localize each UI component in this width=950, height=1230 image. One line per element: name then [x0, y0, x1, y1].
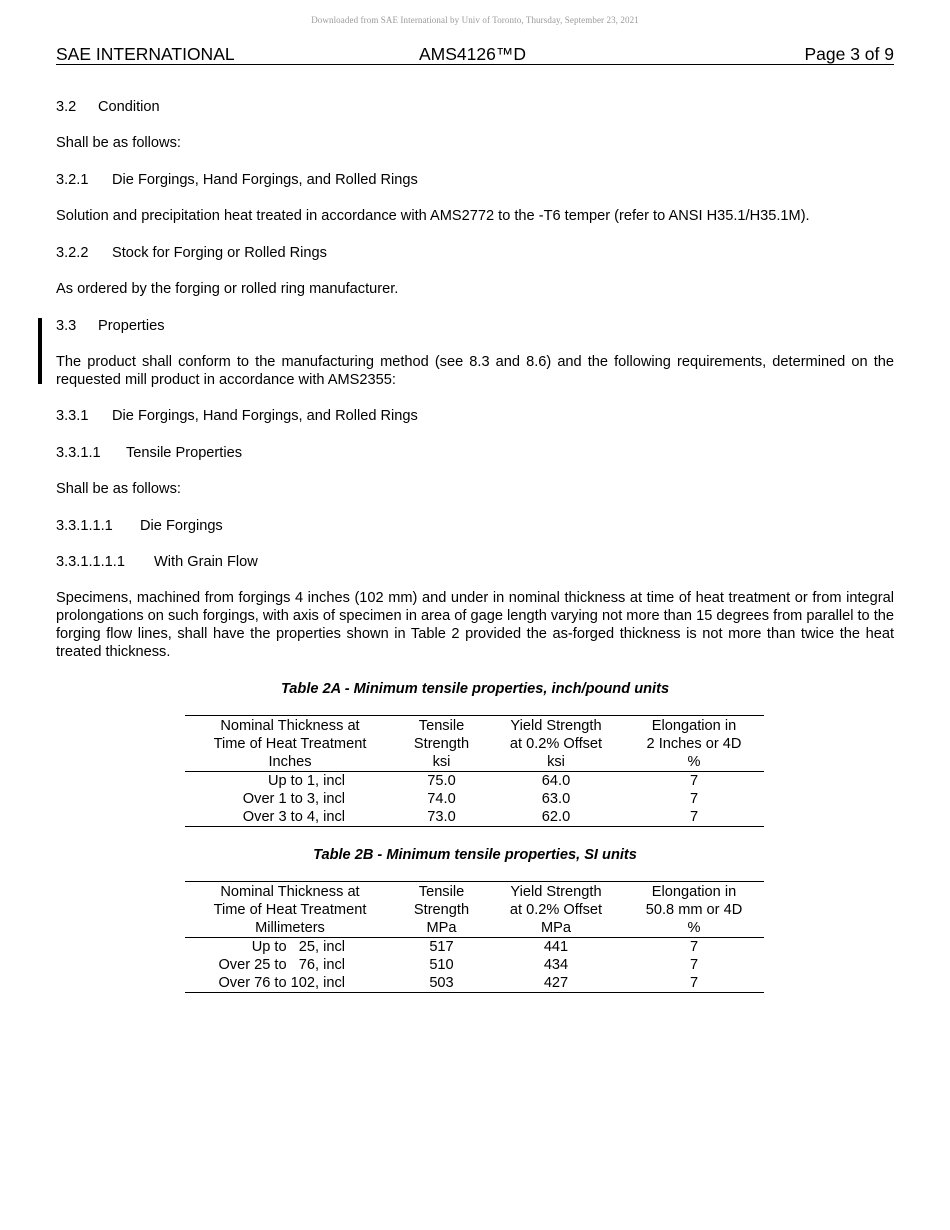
- table-row: [185, 808, 764, 827]
- column-header-elongation: [624, 716, 764, 772]
- table-cell: 7: [689, 957, 699, 973]
- table-2a: [185, 715, 764, 827]
- table-cell: 7: [689, 809, 699, 825]
- section-number: 3.3: [56, 318, 77, 334]
- header-line: Millimeters: [255, 920, 325, 936]
- table-cell: 441: [543, 939, 569, 955]
- table-cell: 62.0: [541, 809, 571, 825]
- header-line: Time of Heat Treatment: [213, 902, 367, 918]
- table-cell: 434: [543, 957, 569, 973]
- header-line: Yield Strength: [510, 884, 602, 900]
- table-2b-caption: Table 2B - Minimum tensile properties, SI units: [313, 847, 637, 863]
- section-title: Tensile Properties: [126, 445, 242, 461]
- section-number: 3.3.1.1.1.1: [56, 554, 125, 570]
- header-line: Nominal Thickness at: [220, 884, 360, 900]
- table-cell: Up to 25, incl: [251, 939, 345, 955]
- header-line: Yield Strength: [510, 718, 602, 734]
- table-cell: Over 76 to 102, incl: [218, 975, 345, 991]
- table-cell: 73.0: [427, 809, 456, 825]
- header-line: MPa: [540, 920, 571, 936]
- section-number: 3.3.1: [56, 408, 89, 424]
- table-cell: 7: [689, 939, 699, 955]
- table-row: [185, 790, 764, 808]
- table-cell: Over 1 to 3, incl: [242, 791, 345, 807]
- table-cell: 7: [689, 975, 699, 991]
- download-watermark: Downloaded from SAE International by Univ of Toronto, Thursday, September 23, 2021: [311, 15, 639, 25]
- column-header-elongation: [624, 882, 764, 938]
- table-row: [185, 938, 764, 957]
- heading-3-3-1-1-1: [56, 517, 894, 535]
- table-cell: 7: [689, 773, 699, 789]
- header-line: MPa: [426, 920, 457, 936]
- section-number: 3.3.1.1.1: [56, 518, 113, 534]
- header-line: Tensile: [418, 718, 465, 734]
- column-header-yield: [488, 882, 624, 938]
- revision-change-bar: [38, 318, 42, 384]
- paragraph-3-3: The product shall conform to the manufacturing method (see 8.3 and 8.6) and the following requirements, determined on the requested mill product in accordance with AMS2355:: [56, 354, 894, 388]
- header-line: at 0.2% Offset: [509, 736, 603, 752]
- table-cell: 510: [429, 957, 454, 973]
- table-cell: 517: [429, 939, 454, 955]
- header-line: 50.8 mm or 4D: [645, 902, 743, 918]
- section-number: 3.3.1.1: [56, 445, 101, 461]
- header-doc-id: AMS4126™D: [419, 44, 526, 64]
- column-header-tensile: [395, 882, 488, 938]
- header-org: SAE INTERNATIONAL: [56, 44, 235, 64]
- table-cell: Up to 1, incl: [267, 773, 345, 789]
- table-cell: Over 25 to 76, incl: [218, 957, 345, 973]
- column-header-yield: [488, 716, 624, 772]
- table-row: [185, 956, 764, 974]
- table-2b: [185, 881, 764, 993]
- heading-3-3-1: [56, 407, 894, 425]
- table-cell: 503: [429, 975, 454, 991]
- table-row: [185, 974, 764, 993]
- header-page-number: Page 3 of 9: [804, 44, 894, 64]
- table-header-row: [185, 882, 764, 938]
- header-line: Strength: [413, 902, 470, 918]
- section-title: Properties: [98, 318, 165, 334]
- header-line: at 0.2% Offset: [509, 902, 603, 918]
- header-line: Strength: [413, 736, 470, 752]
- paragraph-3-2-2: As ordered by the forging or rolled ring manufacturer.: [56, 281, 399, 297]
- section-title: Die Forgings, Hand Forgings, and Rolled Rings: [112, 408, 418, 424]
- section-title: Stock for Forging or Rolled Rings: [112, 245, 327, 261]
- section-number: 3.2.2: [56, 245, 89, 261]
- header-line: %: [687, 920, 701, 936]
- heading-3-3-1-1-1-1: [56, 553, 894, 571]
- header-line: Inches: [268, 754, 312, 770]
- table-cell: Over 3 to 4, incl: [242, 809, 345, 825]
- page-header: [56, 44, 894, 65]
- header-line: ksi: [432, 754, 451, 770]
- header-line: %: [687, 754, 701, 770]
- paragraph-3-2: Shall be as follows:: [56, 135, 181, 151]
- header-line: Nominal Thickness at: [220, 718, 360, 734]
- heading-3-3-1-1: [56, 444, 894, 462]
- table-cell: 7: [689, 791, 699, 807]
- heading-3-2-2: [56, 244, 894, 262]
- table-cell: 63.0: [541, 791, 571, 807]
- paragraph-specimens: Specimens, machined from forgings 4 inches (102 mm) and under in nominal thickness at time of heat treatment or from integral prolongations on such forgings, with axis of specimen in area of gage length varying not more than 15 degrees from parallel to the forging flow lines, shall have the properties shown in Table 2 provided the as-forged thickness is not more than twice the heat treated thickness.: [56, 590, 895, 660]
- section-title: Die Forgings: [140, 518, 223, 534]
- section-title: Die Forgings, Hand Forgings, and Rolled Rings: [112, 172, 418, 188]
- header-line: ksi: [547, 754, 565, 770]
- header-line: Elongation in: [651, 718, 737, 734]
- section-number: 3.2: [56, 99, 77, 115]
- table-header-row: [185, 716, 764, 772]
- section-title: With Grain Flow: [154, 554, 258, 570]
- heading-3-2-1: [56, 171, 894, 189]
- paragraph-3-2-1: Solution and precipitation heat treated in accordance with AMS2772 to the -T6 temper (refer to ANSI H35.1/H35.1M).: [56, 208, 810, 224]
- table-2a-caption: Table 2A - Minimum tensile properties, inch/pound units: [280, 681, 670, 697]
- section-number: 3.2.1: [56, 172, 89, 188]
- table-cell: 427: [543, 975, 569, 991]
- column-header-thickness: [185, 882, 395, 938]
- header-line: Tensile: [418, 884, 465, 900]
- header-line: Time of Heat Treatment: [213, 736, 367, 752]
- header-line: 2 Inches or 4D: [646, 736, 742, 752]
- heading-3-3: [56, 317, 894, 335]
- heading-3-2: [56, 98, 894, 116]
- header-line: Elongation in: [651, 884, 737, 900]
- paragraph-3-3-1-1: Shall be as follows:: [56, 481, 181, 497]
- table-cell: 64.0: [541, 773, 571, 789]
- column-header-thickness: [185, 716, 395, 772]
- table-cell: 75.0: [427, 773, 456, 789]
- section-title: Condition: [98, 99, 160, 115]
- column-header-tensile: [395, 716, 488, 772]
- table-row: [185, 772, 764, 791]
- table-cell: 74.0: [427, 791, 456, 807]
